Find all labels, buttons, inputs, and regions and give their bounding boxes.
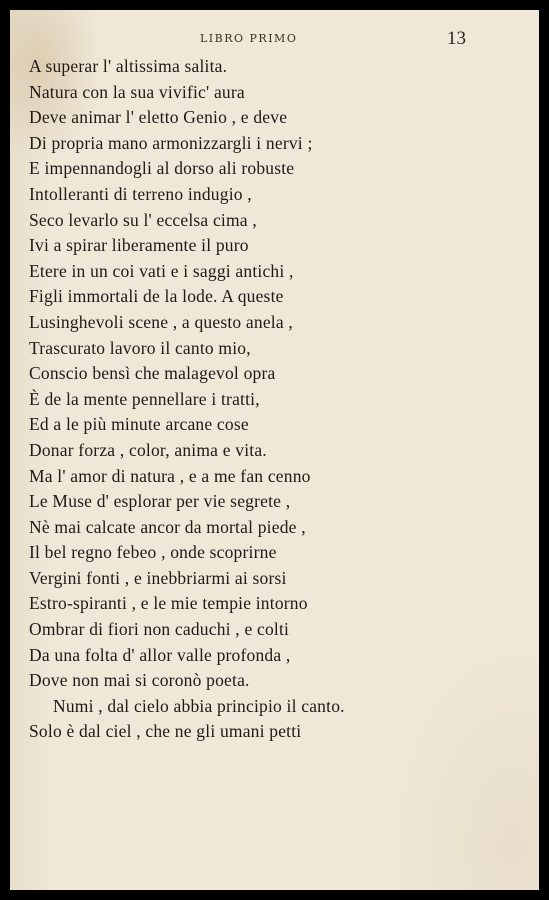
verse-line: Numi , dal cielo abbia principio il canto.	[53, 695, 345, 716]
verse-line: Intolleranti di terreno indugio ,	[29, 183, 252, 204]
verse-line: Natura con la sua vivific' aura	[29, 81, 245, 102]
page-number: 13	[447, 28, 466, 49]
verse-line: È de la mente pennellare i tratti,	[29, 388, 260, 409]
verse-line: Nè mai calcate ancor da mortal piede ,	[29, 516, 306, 537]
verse-line: Solo è dal ciel , che ne gli umani petti	[29, 721, 302, 742]
verse-line: Le Muse d' esplorar per vie segrete ,	[29, 491, 291, 512]
verse-line: Ivi a spirar liberamente il puro	[29, 235, 249, 256]
verse-line: Ed a le più minute arcane cose	[29, 414, 249, 435]
verse-line: Ombrar di fiori non caduchi , e colti	[29, 619, 290, 640]
book-page	[10, 10, 539, 890]
running-title: LIBRO PRIMO	[200, 32, 298, 45]
verse-line: Seco levarlo su l' eccelsa cima ,	[29, 209, 257, 230]
verse-line: Da una folta d' allor valle profonda ,	[29, 644, 291, 665]
verse-line: A superar l' altissima salita.	[29, 56, 228, 76]
verse-line: Conscio bensì che malagevol opra	[29, 363, 276, 384]
poem-verses	[29, 54, 345, 745]
verse-line: Etere in un coi vati e i saggi antichi ,	[29, 260, 294, 281]
verse-line: E impennandogli al dorso ali robuste	[29, 158, 295, 179]
verse-line: Trascurato lavoro il canto mio,	[29, 337, 251, 358]
verse-line: Ma l' amor di natura , e a me fan cenno	[29, 465, 311, 486]
verse-line: Donar forza , color, anima e vita.	[29, 439, 267, 460]
verse-line: Lusinghevoli scene , a questo anela ,	[29, 311, 293, 332]
verse-line: Estro-spiranti , e le mie tempie intorno	[29, 593, 308, 614]
verse-line: Dove non mai si coronò poeta.	[29, 670, 250, 691]
verse-line: Deve animar l' eletto Genio , e deve	[29, 107, 288, 128]
page-header	[10, 28, 539, 52]
verse-line: Di propria mano armonizzargli i nervi ;	[29, 132, 313, 153]
verse-line: Vergini fonti , e inebbriarmi ai sorsi	[29, 567, 287, 588]
verse-line: Figli immortali de la lode. A queste	[29, 286, 284, 307]
verse-line: Il bel regno febeo , onde scoprirne	[29, 542, 277, 563]
